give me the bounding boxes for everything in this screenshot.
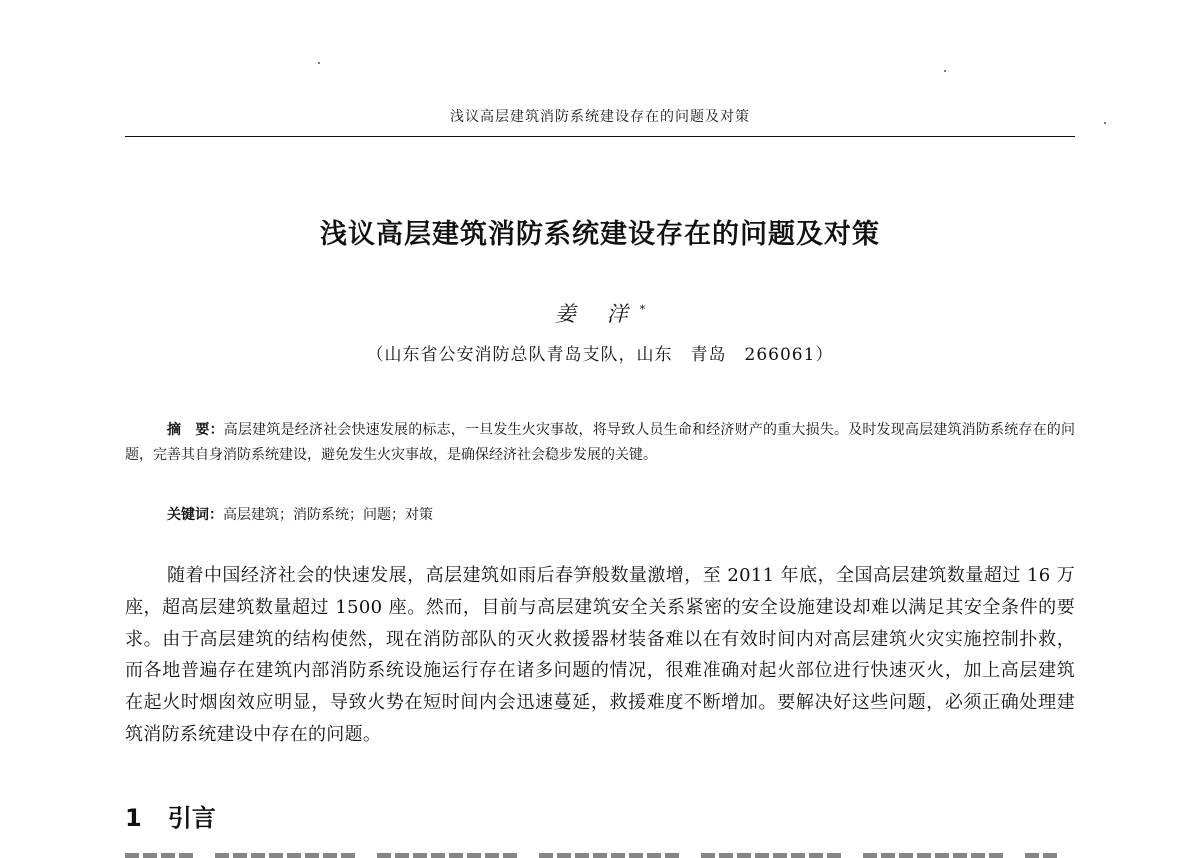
- abstract-text: 高层建筑是经济社会快速发展的标志，一旦发生火灾事故，将导致人员生命和经济财产的重大损失。及时发现高层建筑消防系统存在的问题，完善其自身消防系统建设，避免发生火灾事故，是确保经济社会稳步发展的关键。: [125, 422, 1076, 463]
- keywords-label: 关键词：: [167, 507, 223, 523]
- abstract: [125, 418, 1075, 468]
- keywords: [125, 504, 1075, 526]
- scan-speck: [318, 62, 320, 64]
- cut-off-text-line: [125, 846, 1075, 858]
- abstract-label: 摘 要：: [167, 422, 224, 438]
- keywords-text: 高层建筑；消防系统；问题；对策: [223, 507, 433, 523]
- running-header: 浅议高层建筑消防系统建设存在的问题及对策: [450, 109, 750, 125]
- header-rule: [125, 136, 1075, 137]
- author-name: 姜 洋: [554, 302, 640, 326]
- author-affiliation: （山东省公安消防总队青岛支队，山东 青岛 266061）: [366, 345, 834, 365]
- section-number: 1: [125, 804, 142, 832]
- scan-speck: [944, 70, 946, 72]
- intro-paragraph: 随着中国经济社会的快速发展，高层建筑如雨后春笋般数量激增，至 2011 年底，全国高层建筑数量超过 16 万座，超高层建筑数量超过 1500 座。然而，目前与高层建筑安全关系紧密的安全设施建设却难以满足其安全条件的要求。由于高层建筑的结构使然，现在消防部队的灭火救援器材装备难以在有效时间内对高层建筑火灾实施控制扑救，而各地普遍存在建筑内部消防系统设施运行存在诸多问题的情况，很难准确对起火部位进行快速灭火，加上高层建筑在起火时烟囱效应明显，导致火势在短时间内会迅速蔓延，救援难度不断增加。要解决好这些问题，必须正确处理建筑消防系统建设中存在的问题。: [125, 565, 1075, 745]
- paper-title: 浅议高层建筑消防系统建设存在的问题及对策: [320, 219, 880, 250]
- scan-speck: [1104, 122, 1106, 124]
- author-line: [0, 298, 1200, 328]
- section-heading: [125, 798, 216, 833]
- author-footnote-mark: *: [639, 303, 646, 316]
- section-title: 引言: [167, 804, 216, 832]
